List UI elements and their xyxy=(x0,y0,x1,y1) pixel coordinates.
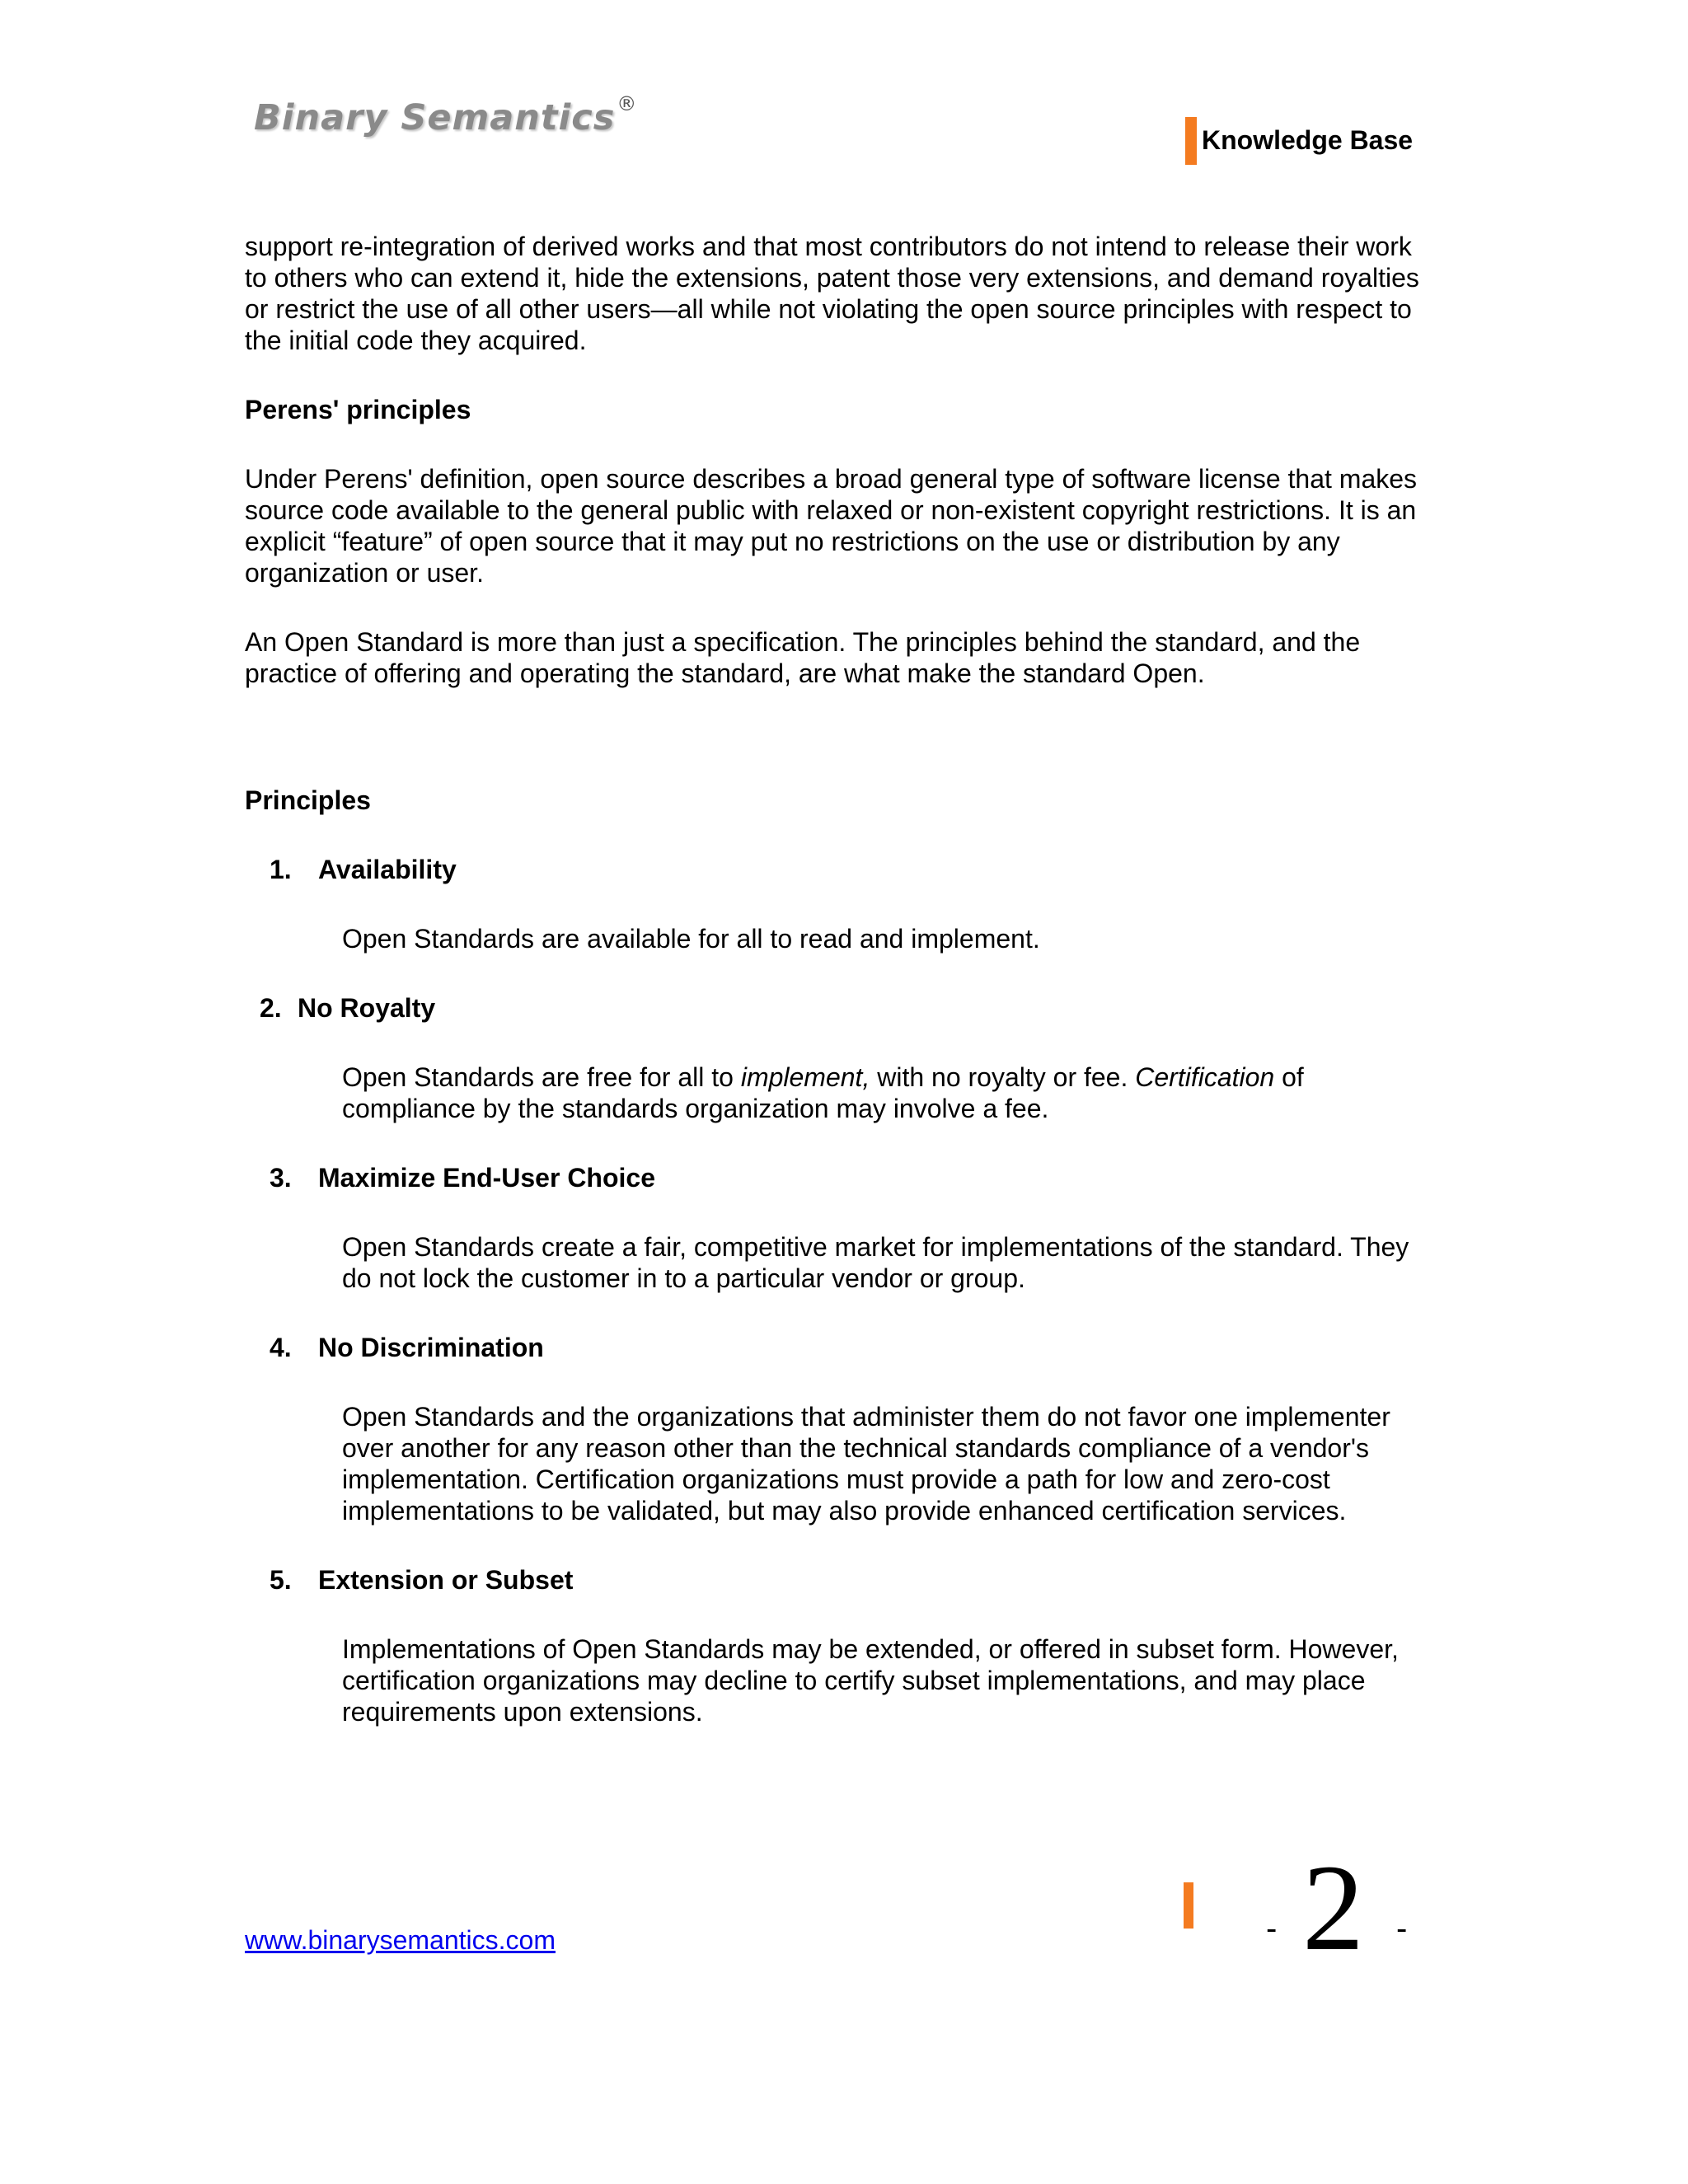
list-number: 4. xyxy=(270,1333,292,1362)
paragraph-open-standard: An Open Standard is more than just a specification. The principles behind the standard, and the practice of offering and operating the standard, are what make the standard Open. xyxy=(245,627,1361,688)
paragraph-perens-definition: Under Perens' definition, open source describes a broad general type of software license that makes source code available to the general public with relaxed or non-existent copyright restrictions. It is an explicit “feature” of open source that it may put no restrictions on the use or distribution by any organization or user. xyxy=(245,464,1418,588)
heading-perens-principles: Perens' principles xyxy=(245,395,471,424)
principle-heading-end-user-choice xyxy=(245,1162,1432,1193)
paragraph-intro: support re-integration of derived works and that most contributors do not intend to release their work to others who can extend it, hide the extensions, patent those very extensions, and demand royalties or restrict the use of all other users—all while not violating the open source principles with respect to the initial code they acquired. xyxy=(245,232,1419,355)
knowledge-base-accent-bar xyxy=(1185,117,1197,165)
website-link[interactable]: www.binarysemantics.com xyxy=(245,1925,556,1955)
principle-heading-no-royalty xyxy=(245,992,1432,1024)
heading-principles: Principles xyxy=(245,785,371,815)
principle-title: Availability xyxy=(318,855,457,884)
logo-text: Binary Semantics xyxy=(254,97,616,138)
principle-heading-availability xyxy=(245,854,1432,885)
list-number: 5. xyxy=(270,1565,292,1595)
principle-title: No Royalty xyxy=(298,993,436,1023)
principle-text-no-royalty: Open Standards are free for all to implement, with no royalty or fee. Certification of compliance by the standards organization may involve a fee. xyxy=(342,1062,1304,1123)
principle-heading-extension-subset xyxy=(245,1564,1432,1596)
principle-text-availability: Open Standards are available for all to read and implement. xyxy=(342,924,1040,954)
page-accent-bar xyxy=(1184,1882,1193,1929)
principle-text-no-discrimination: Open Standards and the organizations that administer them do not favor one implementer over another for any reason other than the technical standards compliance of a vendor's implementation. Certification organizations must provide a path for low and zero-cost implementations to be validated, but may also provide enhanced certification services. xyxy=(342,1402,1390,1526)
section-label: Knowledge Base xyxy=(1202,125,1414,155)
list-number: 3. xyxy=(270,1163,292,1193)
principle-text-extension-subset: Implementations of Open Standards may be extended, or offered in subset form. However, certification organizations may decline to certify subset implementations, and may place requirements upon extensions. xyxy=(342,1634,1399,1727)
company-logo xyxy=(254,92,638,138)
page-dash-right: - xyxy=(1396,1910,1408,1947)
list-number: 1. xyxy=(270,855,292,884)
page-dash-left: - xyxy=(1266,1910,1278,1947)
principle-title: No Discrimination xyxy=(318,1333,544,1362)
page-number: 2 xyxy=(1302,1840,1364,1976)
document-body xyxy=(245,231,1432,1727)
registered-mark: ® xyxy=(617,92,638,115)
principle-title: Maximize End-User Choice xyxy=(318,1163,655,1193)
principle-heading-no-discrimination xyxy=(245,1332,1432,1363)
principle-text-end-user-choice: Open Standards create a fair, competitive market for implementations of the standard. They do not lock the customer in to a particular vendor or group. xyxy=(342,1232,1409,1293)
list-number: 2. xyxy=(260,993,282,1023)
principle-title: Extension or Subset xyxy=(318,1565,574,1595)
